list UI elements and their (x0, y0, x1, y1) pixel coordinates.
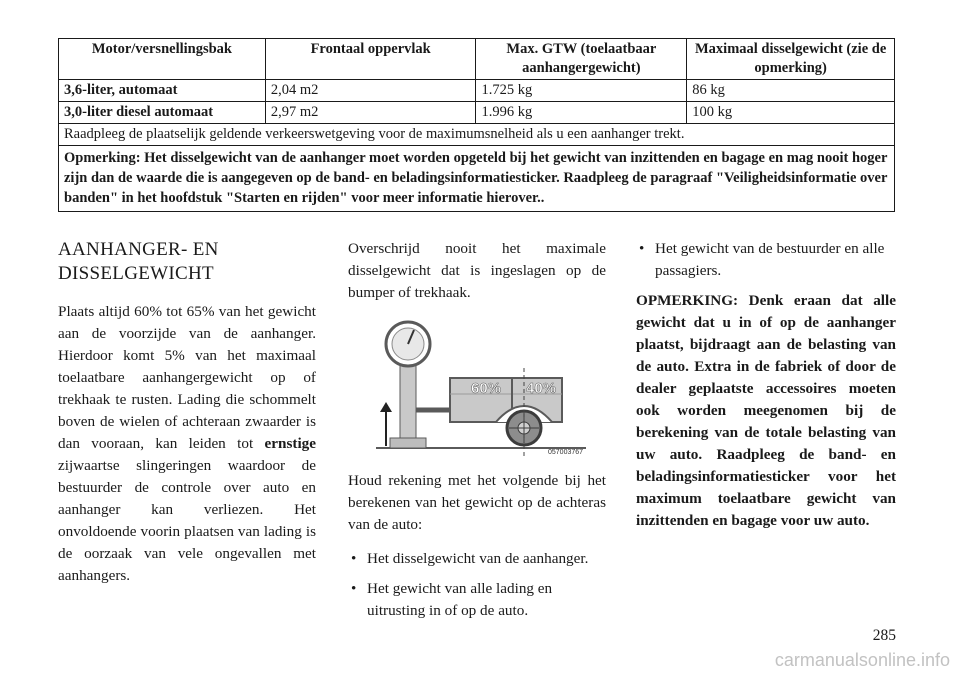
bullet-icon: • (351, 580, 357, 597)
cell-engine: 3,6-liter, automaat (59, 80, 266, 102)
figure-code: 057003767 (548, 449, 584, 456)
cell-max-gtw: 1.996 kg (476, 102, 687, 124)
max-tongue-paragraph: Overschrijd nooit het maximale disselgewicht dat is ingeslagen op de bumper of trekhaak. (348, 240, 606, 301)
load-note: OPMERKING: Denk eraan dat alle gewicht dat u in of op de aanhanger plaatst, bijdraagt aan de belasting van de auto. Extra in de fabriek of door de dealer geplaatste accessoires moeten ook worden meegenomen bij de berekening van de totale belasting van uw auto. Raadpleeg de band- en beladingsinformatiesticker voor het maximum toelaatbare gewicht van inzittenden en bagage voor uw auto. (636, 292, 896, 529)
header-max-tongue-weight: Maximaal disselgewicht (zie de opmerking) (687, 39, 895, 80)
section-heading: AANHANGER- EN DISSELGEWICHT (58, 239, 219, 284)
table-remark-row (59, 146, 895, 212)
cell-frontal-area: 2,04 m2 (265, 80, 476, 102)
consider-paragraph: Houd rekening met het volgende bij het berekenen van het gewicht op de achteras van de auto: (348, 472, 606, 533)
cell-frontal-area: 2,97 m2 (265, 102, 476, 124)
middle-column (348, 238, 606, 630)
table-legal-row (59, 124, 895, 146)
weight-list-continued (636, 238, 896, 282)
table-header-row (59, 39, 895, 80)
cell-max-tongue-weight: 100 kg (687, 102, 895, 124)
intro-text-start: Plaats altijd 60% tot 65% van het gewicht aan de voorzijde van de aanhanger. Hierdoor komt 5% van het maximaal toelaatbare aanhangergewicht op of trekhaak te rusten. Lading die schommelt boven de wielen of achteraan zwaarder is dan vooraan, kan leiden tot (58, 303, 316, 452)
bullet-icon: • (351, 550, 357, 567)
cell-max-gtw: 1.725 kg (476, 80, 687, 102)
header-engine: Motor/versnellingsbak (59, 39, 266, 80)
right-column (636, 238, 896, 532)
list-item (348, 548, 606, 570)
front-load-label: 60% (471, 380, 502, 397)
cell-max-tongue-weight: 86 kg (687, 80, 895, 102)
header-max-gtw: Max. GTW (toelaatbaar aanhangergewicht) (476, 39, 687, 80)
left-column (58, 238, 316, 599)
list-item-text: Het disselgewicht van de aanhanger. (367, 550, 589, 567)
rear-load-label: 40% (526, 380, 557, 397)
bullet-icon: • (639, 240, 645, 257)
intro-emphasis: ernstige (264, 435, 316, 452)
list-item-text: Het gewicht van alle lading en uitrusting in of op de auto. (367, 580, 553, 619)
trailer-weight-illustration (376, 318, 598, 458)
list-item-text: Het gewicht van de bestuurder en alle passagiers. (655, 240, 885, 279)
header-frontal-area: Frontaal oppervlak (265, 39, 476, 80)
weight-list (348, 548, 606, 622)
intro-paragraph (58, 301, 316, 587)
table-row (59, 80, 895, 102)
watermark: carmanualsonline.info (774, 650, 950, 670)
page-number: 285 (872, 627, 896, 644)
table-remark: Opmerking: Het disselgewicht van de aanhanger moet worden opgeteld bij het gewicht van inzittenden en bagage en mag nooit hoger zijn dan de waarde die is aangegeven op de band- en beladingsinformatiesticker. Raadpleeg de paragraaf "Veiligheidsinformatie over banden" in het hoofdstuk "Starten en rijden" voor meer informatie hierover.. (59, 146, 895, 212)
cell-engine: 3,0-liter diesel automaat (59, 102, 266, 124)
trailer-weight-figure (376, 318, 598, 458)
scale-stand (400, 356, 416, 448)
list-item (636, 238, 896, 282)
table-row (59, 102, 895, 124)
scale-base (390, 438, 426, 448)
intro-text-end: zijwaartse slingeringen waardoor de bestuurder de controle over auto en aanhanger kan verliezen. Het onvoldoende voorin plaatsen van lading is de oorzaak van vele ongevallen met aanhangers. (58, 457, 316, 584)
lift-arrow-icon (380, 402, 392, 412)
specs-table (58, 38, 895, 212)
list-item (348, 578, 606, 622)
legal-note: Raadpleeg de plaatselijk geldende verkeerswetgeving voor de maximumsnelheid als u een aanhanger trekt. (59, 124, 895, 146)
